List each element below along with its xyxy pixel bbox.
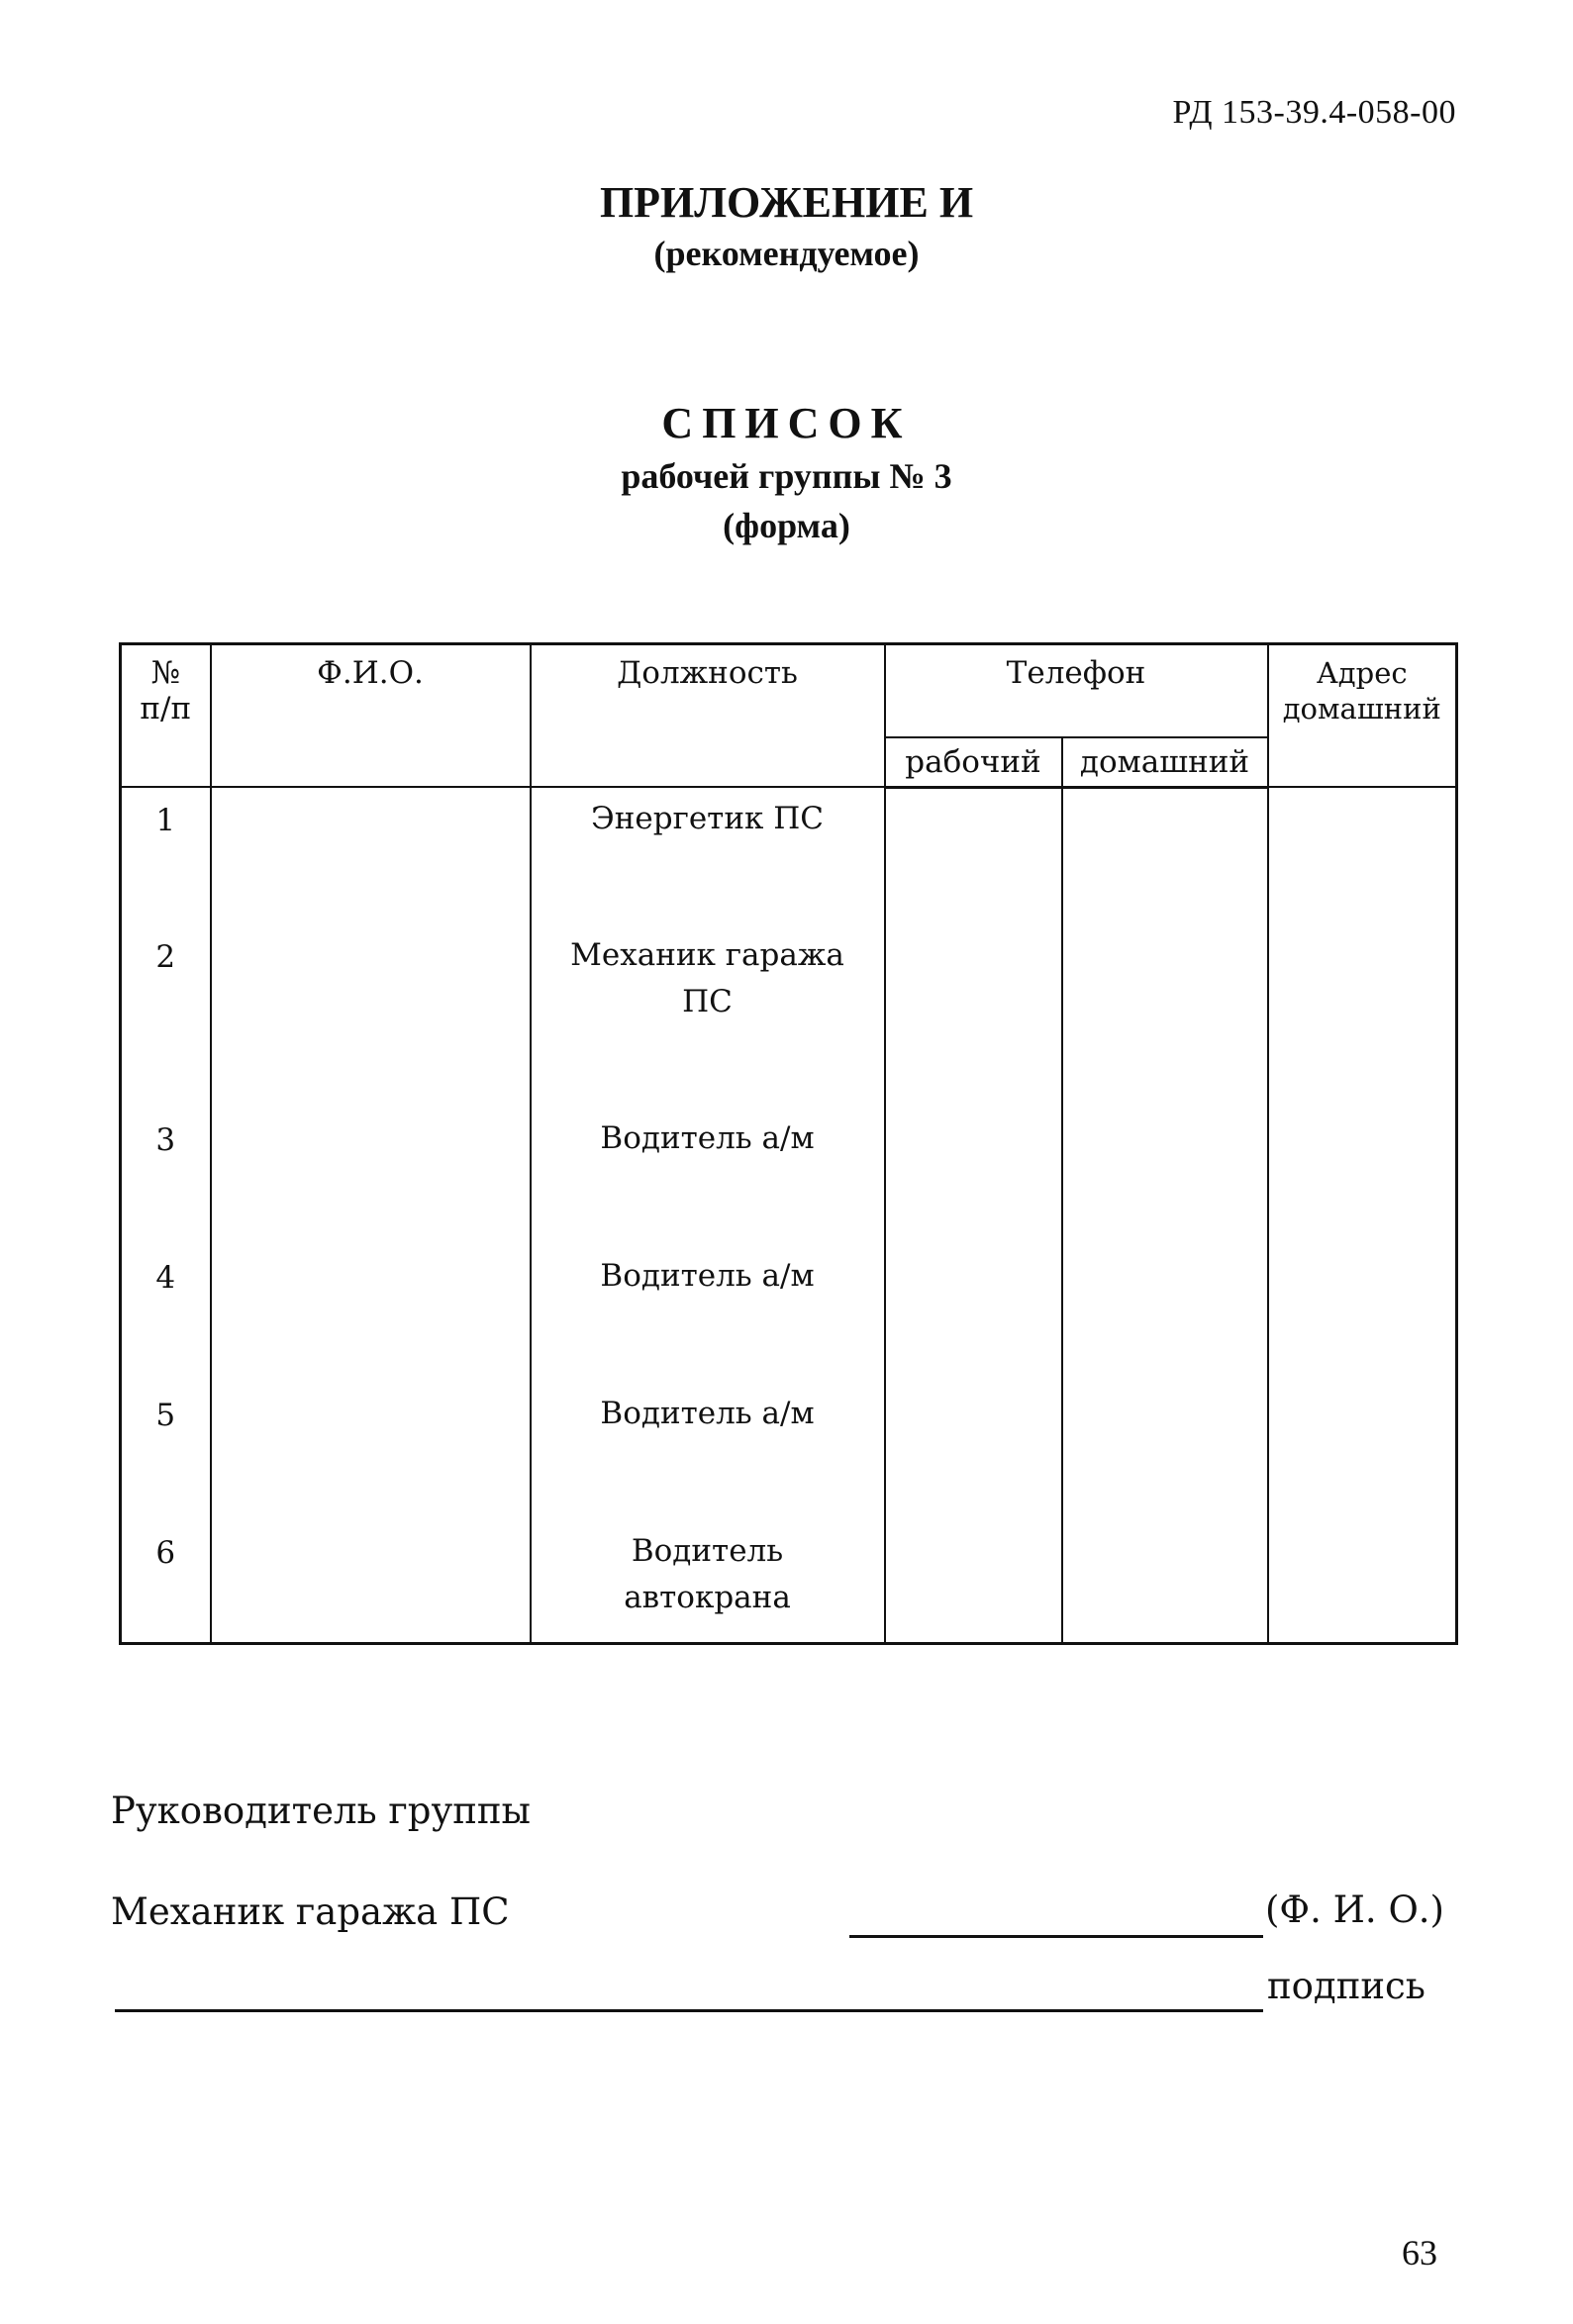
position-cell: Энергетик ПС: [531, 787, 885, 924]
signature-caption: подпись: [1267, 1965, 1426, 2007]
row-number: 2: [121, 924, 211, 1108]
work-group-table: [119, 642, 1458, 1645]
phone-home-cell: [1062, 1520, 1268, 1643]
document-code: РД 153-39.4-058-00: [1172, 94, 1456, 131]
fio-cell: [211, 1108, 531, 1245]
address-cell: [1268, 1245, 1457, 1383]
header-phone-home: домашний: [1062, 737, 1268, 788]
group-head-label: Руководитель группы: [111, 1790, 532, 1832]
header-address-line1: Адрес: [1316, 656, 1408, 690]
phone-work-cell: [885, 924, 1062, 1108]
fio-cell: [211, 787, 531, 924]
page-number: 63: [1402, 2233, 1437, 2273]
position-cell: Водитель а/м: [531, 1245, 885, 1383]
header-number-line2: п/п: [140, 691, 192, 726]
fio-cell: [211, 1520, 531, 1643]
phone-work-cell: [885, 1383, 1062, 1520]
phone-work-cell: [885, 787, 1062, 924]
position-cell: Водитель а/м: [531, 1108, 885, 1245]
header-address: [1268, 644, 1457, 788]
fio-caption: (Ф. И. О.): [1265, 1888, 1444, 1931]
position-cell: Водитель автокрана: [531, 1520, 885, 1643]
fio-cell: [211, 1383, 531, 1520]
phone-home-cell: [1062, 1245, 1268, 1383]
table-row: [121, 1520, 1457, 1643]
phone-home-cell: [1062, 924, 1268, 1108]
fio-cell: [211, 924, 531, 1108]
appendix-title: ПРИЛОЖЕНИЕ И: [599, 178, 974, 227]
header-position: Должность: [531, 644, 885, 788]
row-number: 4: [121, 1245, 211, 1383]
header-number: [121, 644, 211, 788]
appendix-heading: [0, 176, 1573, 277]
position-cell: Водитель а/м: [531, 1383, 885, 1520]
list-title: СПИСОК: [661, 399, 912, 447]
phone-home-cell: [1062, 1108, 1268, 1245]
address-cell: [1268, 1520, 1457, 1643]
address-cell: [1268, 1108, 1457, 1245]
header-phone: Телефон: [885, 644, 1268, 737]
row-number: 6: [121, 1520, 211, 1643]
address-cell: [1268, 1383, 1457, 1520]
list-form-note: (форма): [723, 506, 850, 545]
phone-home-cell: [1062, 1383, 1268, 1520]
row-number: 1: [121, 787, 211, 924]
phone-home-cell: [1062, 787, 1268, 924]
header-phone-work: рабочий: [885, 737, 1062, 788]
phone-work-cell: [885, 1245, 1062, 1383]
mechanic-label: Механик гаража ПС: [111, 1890, 510, 1933]
fio-blank-line: [849, 1935, 1263, 1938]
position-cell: Механик гаража ПС: [531, 924, 885, 1108]
address-cell: [1268, 787, 1457, 924]
header-fio: Ф.И.О.: [211, 644, 531, 788]
header-address-line2: домашний: [1282, 692, 1441, 726]
phone-work-cell: [885, 1108, 1062, 1245]
phone-work-cell: [885, 1520, 1062, 1643]
list-subtitle: рабочей группы № 3: [621, 456, 952, 496]
fio-cell: [211, 1245, 531, 1383]
table-row: [121, 924, 1457, 1108]
appendix-subtitle: (рекомендуемое): [653, 234, 920, 273]
table-row: [121, 1108, 1457, 1245]
address-cell: [1268, 924, 1457, 1108]
row-number: 3: [121, 1108, 211, 1245]
table-row: [121, 1245, 1457, 1383]
row-number: 5: [121, 1383, 211, 1520]
signature-blank-line: [115, 2009, 1263, 2012]
table-row: [121, 1383, 1457, 1520]
table-row: [121, 787, 1457, 924]
list-heading: [0, 396, 1573, 550]
header-number-line1: №: [150, 655, 180, 691]
